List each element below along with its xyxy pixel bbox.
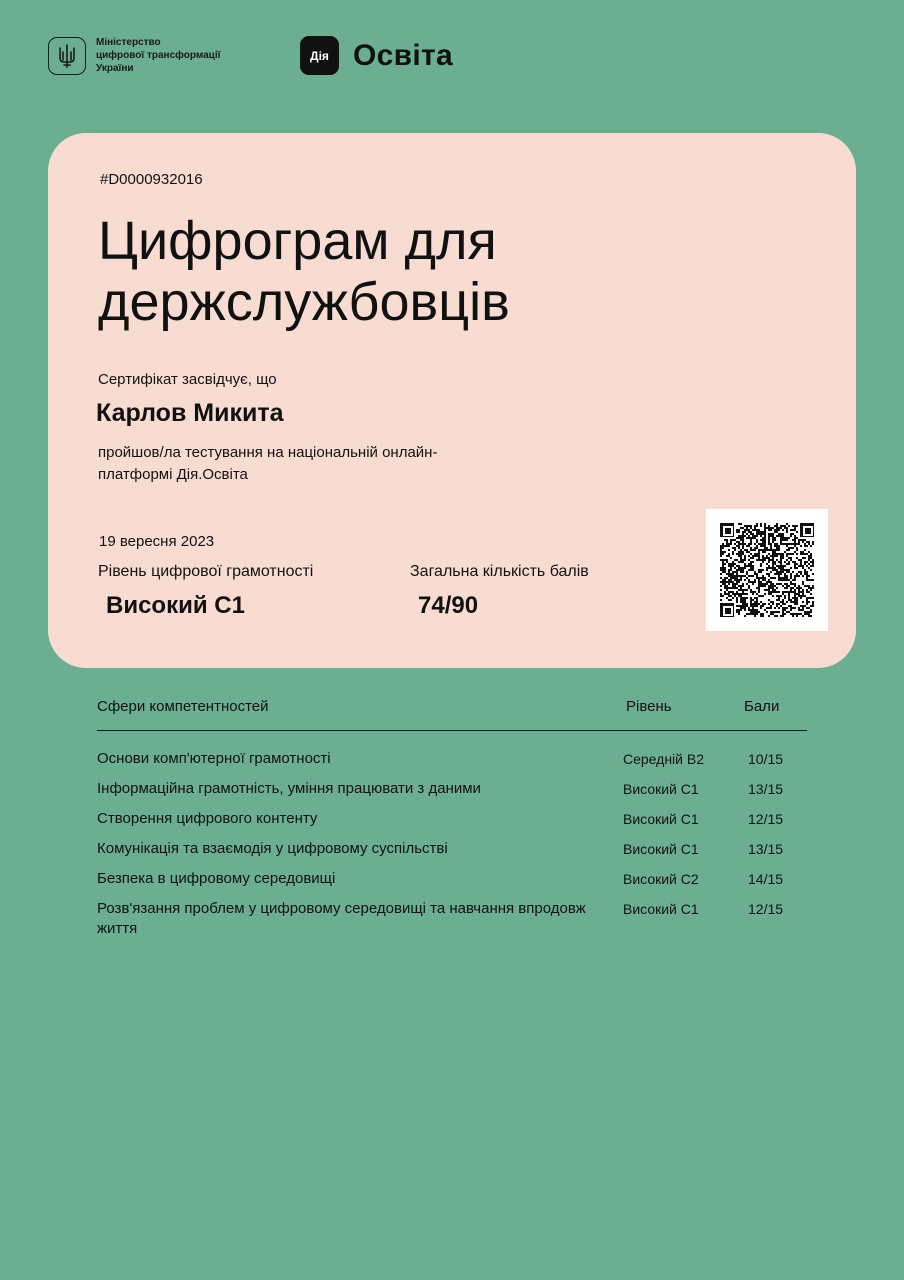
table-row <box>97 899 807 939</box>
table-body <box>97 749 807 939</box>
ministry-line: цифрової трансформації <box>96 50 221 61</box>
row-level: Середній В2 <box>623 751 705 767</box>
row-level: Високий С1 <box>623 781 699 797</box>
row-area: Безпека в цифровому середовищі <box>97 870 336 887</box>
statement-line: пройшов/ла тестування на національній онлайн- <box>98 444 438 461</box>
course-title <box>98 211 658 333</box>
issue-date: 19 вересня 2023 <box>99 533 215 550</box>
ministry-logo <box>48 36 220 75</box>
row-score: 10/15 <box>748 751 784 767</box>
table-row <box>97 749 807 769</box>
diia-badge: Дія <box>300 36 339 75</box>
header-level: Рівень <box>626 698 672 715</box>
certificate-statement <box>98 442 558 486</box>
statement-line: платформі Дія.Освіта <box>98 466 248 483</box>
row-area: Комунікація та взаємодія у цифровому суспільстві <box>97 840 448 857</box>
row-score: 14/15 <box>748 871 784 887</box>
row-level: Високий С1 <box>623 841 699 857</box>
qr-code-icon[interactable] <box>706 509 828 631</box>
header-area: Сфери компетентностей <box>97 698 269 715</box>
table-row <box>97 809 807 829</box>
level-label: Рівень цифрової грамотності <box>98 563 314 580</box>
points-value: 74/90 <box>418 592 479 619</box>
ministry-line: Міністерство <box>96 37 161 48</box>
table-row <box>97 869 807 889</box>
course-title-line: держслужбовців <box>98 272 510 332</box>
trident-icon <box>48 37 86 75</box>
certificate-id: #D0000932016 <box>100 171 203 188</box>
row-area: Основи комп'ютерної грамотності <box>97 750 331 767</box>
table-header <box>97 696 807 731</box>
qr-modules <box>720 523 814 617</box>
certificate-card <box>48 133 856 668</box>
row-score: 12/15 <box>748 901 784 917</box>
diia-osvita-logo <box>300 36 453 75</box>
header-score: Бали <box>744 698 780 715</box>
row-area: Створення цифрового контенту <box>97 810 318 827</box>
row-score: 13/15 <box>748 841 784 857</box>
level-value: Високий С1 <box>106 592 245 619</box>
row-level: Високий С1 <box>623 811 699 827</box>
table-row <box>97 779 807 799</box>
brand-title: Освіта <box>353 38 453 72</box>
ministry-line: України <box>96 63 134 74</box>
recipient-name: Карлов Микита <box>96 399 284 427</box>
certificate-intro: Сертифікат засвідчує, що <box>98 371 277 388</box>
ministry-name <box>96 36 220 75</box>
row-level: Високий С1 <box>623 901 699 917</box>
row-area: Інформаційна грамотність, уміння працювати з даними <box>97 780 481 797</box>
row-score: 12/15 <box>748 811 784 827</box>
row-level: Високий С2 <box>623 871 699 887</box>
qr-code-graphic <box>720 523 814 617</box>
points-label: Загальна кількість балів <box>410 563 589 580</box>
row-score: 13/15 <box>748 781 784 797</box>
row-area: Розв'язання проблем у цифровому середовищі та навчання впродовж життя <box>97 900 586 937</box>
table-row <box>97 839 807 859</box>
course-title-line: Цифрограм для <box>98 211 497 271</box>
competences-table <box>97 696 807 949</box>
